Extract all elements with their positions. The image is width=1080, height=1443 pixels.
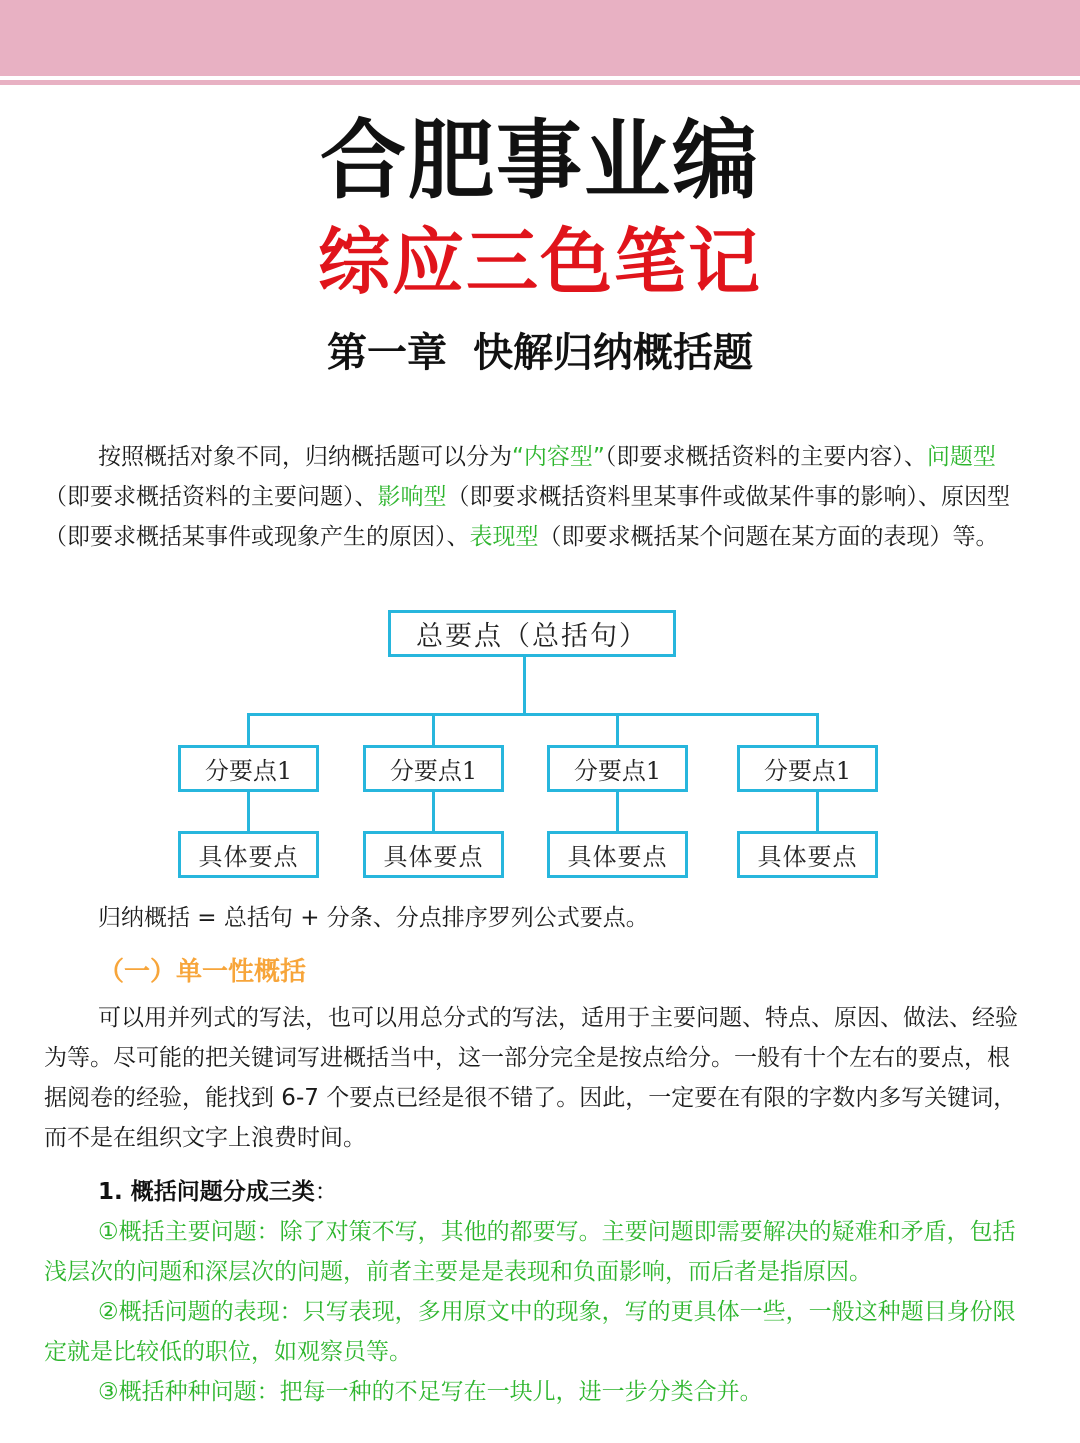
diagram-root-box: 总要点（总括句） <box>388 610 676 657</box>
diagram-detail-box: 具体要点 <box>363 831 504 878</box>
diagram-detail-box: 具体要点 <box>178 831 319 878</box>
chapter-heading <box>0 330 1080 376</box>
formula-line: 归纳概括 = 总括句 + 分条、分点排序罗列公式要点。 <box>98 905 649 931</box>
list-item <box>44 1292 1024 1372</box>
connector-line <box>816 713 819 745</box>
diagram-detail-box: 具体要点 <box>737 831 878 878</box>
connector-line <box>432 713 435 745</box>
connector-line <box>523 657 526 716</box>
connector-line <box>432 792 435 831</box>
diagram-subpoint-box: 分要点1 <box>547 745 688 792</box>
intro-text: （即要求概括资料里某事件或做某件事的影响）、原因型（即要求概括某事件或现象产生的原因）、 <box>44 484 1010 550</box>
intro-text: （即要求概括资料的主要问题）、 <box>44 484 378 510</box>
connector-line <box>247 713 250 745</box>
connector-line <box>616 792 619 831</box>
structure-diagram <box>0 600 1080 890</box>
section-body: 可以用并列式的写法，也可以用总分式的写法，适用于主要问题、特点、原因、做法、经验为等。尽可能的把关键词写进概括当中，这一部分完全是按点给分。一般有十个左右的要点，根据阅卷的经验，能找到 6-7 个要点已经是很不错了。因此，一定要在有限的字数内多写关键词，而不是在组织文字上浪费时间。 <box>44 1005 1018 1151</box>
intro-text: 按照概括对象不同，归纳概括题可以分为 <box>98 444 512 470</box>
connector-line <box>816 792 819 831</box>
list-item: ③概括种种问题：把每一种的不足写在一块儿，进一步分类合并。 <box>98 1379 763 1405</box>
header-rule <box>0 80 1080 85</box>
subsection-title: 1. 概括问题分成三类 <box>98 1179 315 1205</box>
connector-line <box>247 713 819 716</box>
intro-paragraph <box>44 437 1024 557</box>
subsection-heading <box>98 1172 338 1212</box>
page-title: 合肥事业编 <box>320 110 760 211</box>
chapter-title: 快解归纳概括题 <box>473 330 753 376</box>
section-paragraph <box>44 998 1024 1158</box>
list-item-text: ②概括问题的表现：只写表现，多用原文中的现象，写的更具体一些，一般这种题目身份限定就是比较低的职位，如观察员等。 <box>44 1299 1016 1365</box>
section-heading: （一）单一性概括 <box>98 957 307 987</box>
list-item-text: ①概括主要问题：除了对策不写，其他的都要写。主要问题即需要解决的疑难和矛盾，包括浅层次的问题和深层次的问题，前者主要是是表现和负面影响，而后者是指原因。 <box>44 1219 1016 1285</box>
diagram-subpoint-box: 分要点1 <box>363 745 504 792</box>
diagram-subpoint-box: 分要点1 <box>737 745 878 792</box>
diagram-detail-box: 具体要点 <box>547 831 688 878</box>
subsection-colon: ： <box>314 1179 338 1205</box>
term-impact-type: 影响型 <box>377 484 447 510</box>
page-subtitle: 综应三色笔记 <box>317 219 762 304</box>
diagram-subpoint-box: 分要点1 <box>178 745 319 792</box>
header-band <box>0 0 1080 76</box>
term-problem-type: 问题型 <box>926 444 996 470</box>
connector-line <box>247 792 250 831</box>
term-manifestation-type: 表现型 <box>469 524 539 550</box>
intro-text: （即要求概括某个问题在某方面的表现）等。 <box>538 524 999 550</box>
list-item <box>44 1212 1024 1292</box>
connector-line <box>616 713 619 745</box>
term-content-type: “内容型” <box>512 444 605 470</box>
intro-text: （即要求概括资料的主要内容）、 <box>604 444 927 470</box>
chapter-number: 第一章 <box>327 330 447 376</box>
